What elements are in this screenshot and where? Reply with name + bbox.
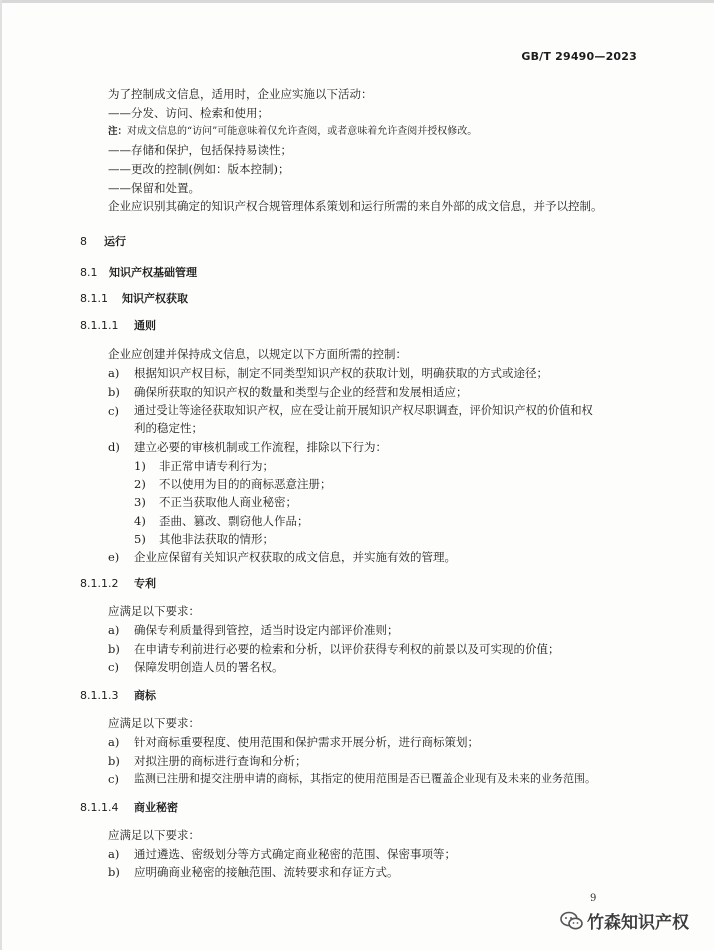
section-title: 通则 — [134, 319, 156, 332]
list-item-text: 在申请专利前进行必要的检索和分析，以评价获得专利权的前景以及可实现的价值； — [134, 642, 560, 656]
intro-paragraph-2: 企业应识别其确定的知识产权合规管理体系策划和运行所需的来自外部的成文信息，并予以控制。 — [108, 199, 603, 213]
list-item-text: 确保所获取的知识产权的数量和类型与企业的经营和发展相适应； — [134, 385, 468, 399]
note-text: 对成文信息的“访问”可能意味着仅允许查阅，或者意味着允许查阅并授权修改。 — [127, 126, 478, 137]
intro-dash-item: ——更改的控制(例如：版本控制)； — [108, 162, 290, 176]
list-item-text: 根据知识产权目标，制定不同类型知识产权的获取计划，明确获取的方式或途径； — [134, 366, 548, 380]
clause-intro: 企业应创建并保持成文信息，以规定以下方面所需的控制： — [108, 347, 407, 361]
sub-item-mark: 5) — [134, 532, 146, 546]
intro-note — [108, 125, 477, 139]
wechat-icon — [560, 911, 584, 931]
sub-item-text: 不正当获取他人商业秘密； — [159, 495, 297, 509]
list-item-mark: b) — [108, 642, 120, 656]
sub-item-mark: 3) — [134, 495, 146, 509]
list-item-text: 通过遴选、密级划分等方式确定商业秘密的范围、保密事项等； — [134, 847, 456, 861]
list-item-text-continued: 利的稳定性； — [134, 421, 203, 435]
list-item-mark: e) — [108, 550, 120, 564]
list-item-mark: b) — [108, 385, 120, 399]
clause-intro: 应满足以下要求： — [108, 716, 200, 730]
list-item-text: 对拟注册的商标进行查询和分析； — [134, 754, 307, 768]
standard-number: GB/T 29490—2023 — [521, 50, 637, 63]
section-title: 运行 — [104, 235, 126, 248]
sub-item-text: 不以使用为目的的商标恶意注册； — [159, 477, 332, 491]
intro-paragraph-1: 为了控制成文信息，适用时，企业应实施以下活动： — [108, 87, 373, 101]
section-8-1-1-2-heading — [80, 577, 156, 591]
section-number: 8 — [80, 235, 87, 248]
list-item-mark: b) — [108, 865, 120, 879]
intro-dash-item: ——保留和处置。 — [108, 181, 200, 195]
list-item-mark: c) — [108, 772, 119, 786]
sub-item-mark: 2) — [134, 477, 146, 491]
intro-dash-item: ——存储和保护，包括保持易读性； — [108, 143, 292, 157]
list-item-text: 企业应保留有关知识产权获取的成文信息，并实施有效的管理。 — [134, 550, 456, 564]
intro-dash-item: ——分发、访问、检索和使用； — [108, 106, 269, 120]
list-item-mark: d) — [108, 440, 120, 454]
section-number: 8.1.1.4 — [80, 801, 119, 814]
section-8-1-1-heading — [80, 292, 188, 306]
section-8-1-1-1-heading — [80, 319, 156, 333]
list-item-mark: c) — [108, 660, 119, 674]
section-title: 知识产权获取 — [122, 292, 188, 305]
list-item-text: 通过受让等途径获取知识产权，应在受让前开展知识产权尽职调查，评价知识产权的价值和权 — [134, 404, 593, 417]
list-item-text: 应明确商业秘密的接触范围、流转要求和存证方式。 — [134, 865, 399, 879]
list-item-mark: b) — [108, 754, 120, 768]
list-item-mark: a) — [108, 847, 120, 861]
watermark-text: 竹森知识产权 — [587, 913, 689, 933]
section-number: 8.1.1.1 — [80, 319, 119, 332]
sub-item-mark: 1) — [134, 459, 146, 473]
list-item-text: 监测已注册和提交注册申请的商标，其指定的使用范围是否已覆盖企业现有及未来的业务范围。 — [134, 772, 596, 785]
list-item-mark: a) — [108, 366, 120, 380]
list-item-text: 建立必要的审核机制或工作流程，排除以下行为： — [134, 440, 387, 454]
section-8-1-1-4-heading — [80, 801, 178, 815]
list-item-text: 针对商标重要程度、使用范围和保护需求开展分析，进行商标策划； — [134, 735, 479, 749]
section-title: 知识产权基础管理 — [109, 266, 197, 279]
section-number: 8.1.1.3 — [80, 689, 119, 702]
section-number: 8.1 — [80, 266, 98, 279]
page-number: 9 — [590, 893, 597, 904]
note-label: 注： — [108, 126, 128, 137]
section-8-1-heading — [80, 266, 197, 280]
page-top-edge — [0, 0, 714, 3]
section-number: 8.1.1 — [80, 292, 108, 305]
clause-intro: 应满足以下要求： — [108, 828, 200, 842]
list-item-text: 确保专利质量得到管控，适当时设定内部评价准则； — [134, 623, 399, 637]
list-item-text: 保障发明创造人员的署名权。 — [134, 660, 284, 674]
watermark — [560, 908, 689, 933]
page-left-edge — [0, 0, 2, 950]
section-number: 8.1.1.2 — [80, 577, 119, 590]
section-title: 商业秘密 — [134, 801, 178, 814]
section-8-1-1-3-heading — [80, 689, 156, 703]
list-item-mark: a) — [108, 623, 120, 637]
clause-intro: 应满足以下要求： — [108, 604, 200, 618]
list-item-mark: a) — [108, 735, 120, 749]
sub-item-mark: 4) — [134, 514, 146, 528]
sub-item-text: 非正常申请专利行为； — [159, 459, 274, 473]
section-title: 商标 — [134, 689, 156, 702]
list-item-mark: c) — [108, 404, 119, 418]
section-title: 专利 — [134, 577, 156, 590]
section-8-heading — [80, 235, 126, 249]
sub-item-text: 歪曲、篡改、剽窃他人作品； — [159, 514, 309, 528]
sub-item-text: 其他非法获取的情形； — [159, 532, 274, 546]
